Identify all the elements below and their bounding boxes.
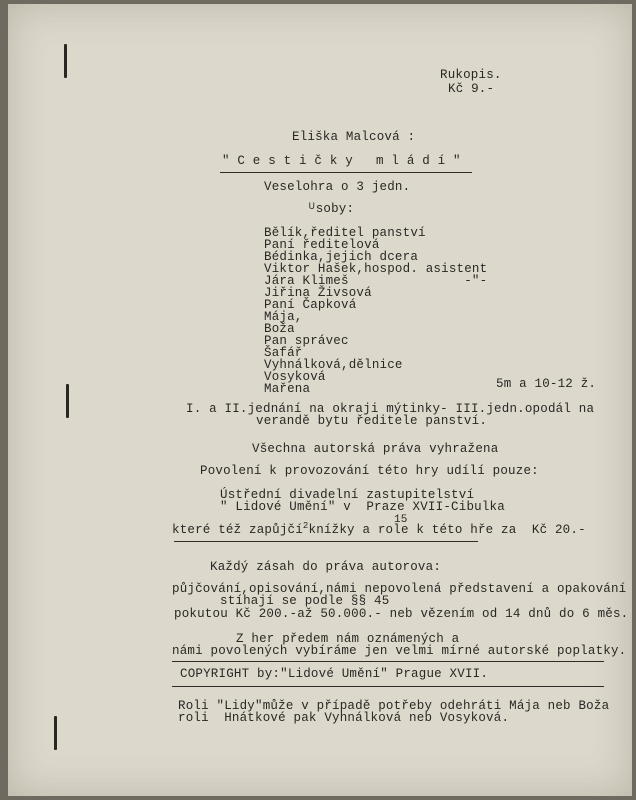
cast-item: Bédinka,jejich dcera	[264, 250, 419, 264]
document-page	[8, 4, 632, 796]
play-title: " C e s t i č k y m l á d í "	[222, 154, 461, 168]
lending-superscript: 2	[302, 521, 309, 531]
permission-text: Povolení k provozování této hry udílí pouze:	[200, 464, 539, 478]
cast-heading: ᵁsoby:	[308, 202, 355, 216]
punch-hole-top	[64, 44, 67, 78]
play-subtitle: Veselohra o 3 jedn.	[264, 180, 411, 194]
agency-line: " Lidové Umění" v Praze XVII-Cibulka	[220, 500, 505, 514]
cast-item: Mařena	[264, 382, 311, 396]
cast-item: Vosyková	[264, 370, 326, 384]
infringement-line: pokutou Kč 200.-až 50.000.- neb vězením od 14 dnů do 6 měs.	[174, 607, 629, 621]
infringement-heading: Každý zásah do práva autorova:	[210, 560, 442, 574]
title-underline	[220, 172, 472, 173]
lending-after: knížky a role k této hře za Kč 20.-	[308, 523, 586, 537]
cast-item: Jiřina Živsová	[264, 286, 372, 300]
punch-hole-middle	[66, 384, 69, 418]
cast-item: Jára Klimeš -"-	[264, 274, 488, 288]
cast-item: Pan správec	[264, 334, 349, 348]
infringement-line: půjčování,opisování,námi nepovolená představení a opakování	[172, 582, 627, 596]
note-line: Roli "Lidy"může v případě potřeby odehráti Mája neb Boža	[178, 699, 610, 713]
manuscript-label: Rukopis.	[440, 68, 502, 82]
cast-item: Paní Čapková	[264, 298, 357, 312]
cast-item: Bělík,ředitel panství	[264, 226, 426, 240]
agency-line: Ústřední divadelní zastupitelství	[220, 488, 475, 502]
cast-item: Vyhnálková,dělnice	[264, 358, 403, 372]
cast-item: Boža	[264, 322, 295, 336]
infringement-line: stíhají se podle §§ 45	[220, 594, 390, 608]
cast-item: Mája,	[264, 310, 303, 324]
cast-item: Šafář	[264, 346, 303, 360]
copyright-bottom-rule	[172, 686, 604, 687]
lending-before: které též zapůjčí	[172, 523, 303, 537]
copyright-top-rule	[172, 661, 604, 662]
copyright-notice: COPYRIGHT by:"Lidové Umění" Prague XVII.	[180, 667, 489, 681]
lending-line	[172, 523, 586, 538]
punch-hole-bottom	[54, 716, 57, 750]
cast-count: 5m a 10-12 ž.	[496, 377, 597, 391]
setting-line: I. a II.jednání na okraji mýtinky- III.jedn.opodál na	[186, 402, 595, 416]
setting-line: verandě bytu ředitele panství.	[256, 414, 488, 428]
fee-line: námi povolených vybíráme jen velmi mírné autorské poplatky.	[172, 644, 627, 658]
note-line: roli Hnátkové pak Vyhnálková neb Vosyková.	[178, 711, 510, 725]
fee-line: Z her předem nám oznámených a	[236, 632, 460, 646]
author-name: Eliška Malcová :	[292, 130, 416, 144]
rights-reserved: Všechna autorská práva vyhražena	[252, 442, 499, 456]
lending-divider	[174, 541, 478, 542]
manuscript-price: Kč 9.-	[448, 82, 495, 96]
superscript-number: 15	[394, 514, 408, 526]
cast-item: Paní ředitelová	[264, 238, 380, 252]
cast-item: Viktor Hašek,hospod. asistent	[264, 262, 488, 276]
